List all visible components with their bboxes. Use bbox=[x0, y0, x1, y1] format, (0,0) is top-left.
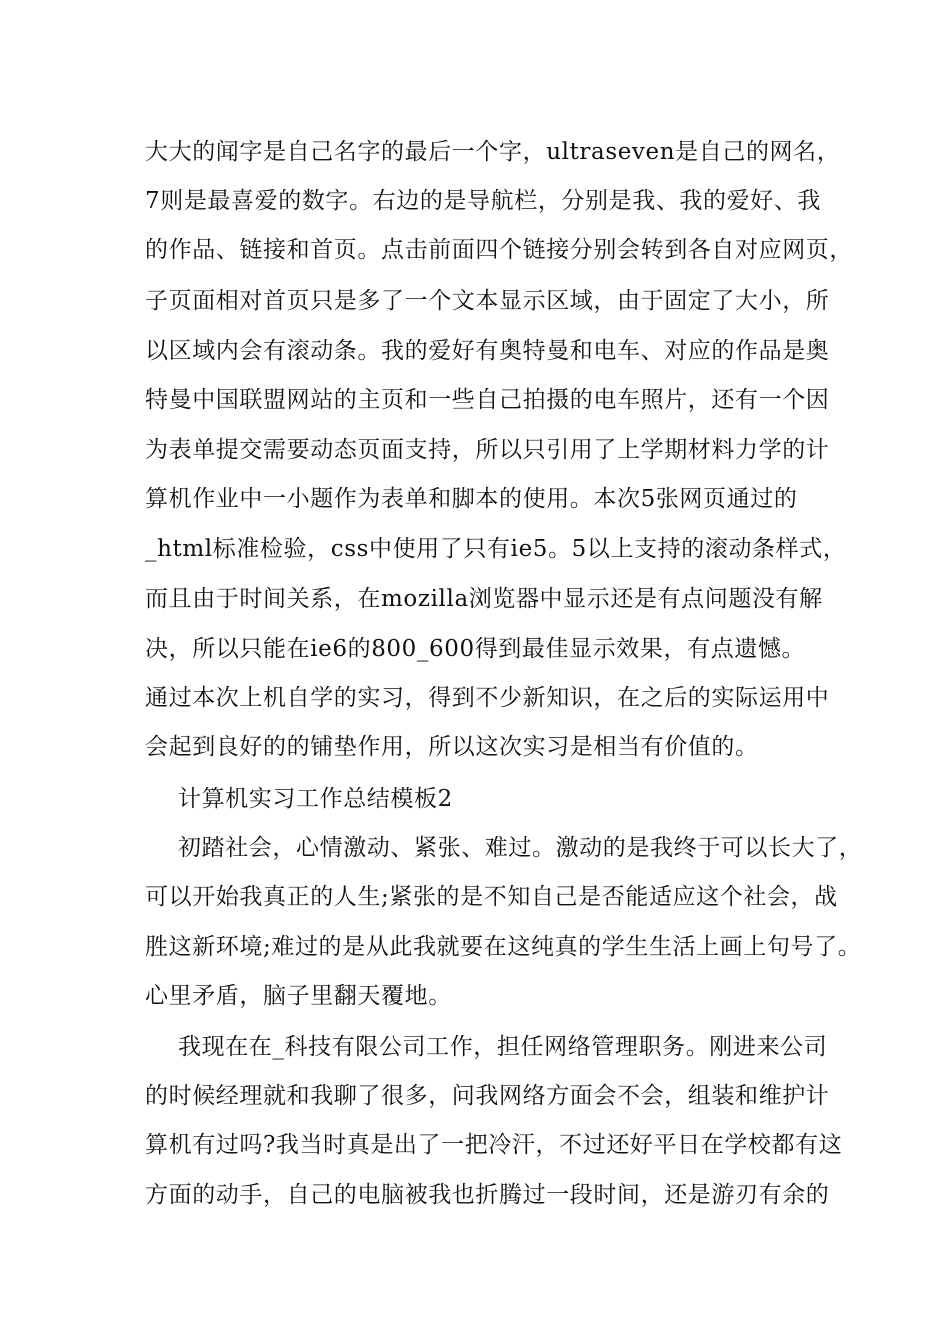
body-text-line: 通过本次上机自学的实习，得到不少新知识，在之后的实际运用中 bbox=[145, 685, 830, 711]
body-text-line: 7则是最喜爱的数字。右边的是导航栏，分别是我、我的爱好、我 bbox=[145, 188, 822, 214]
body-text-line: 大大的闻字是自己名字的最后一个字，ultraseven是自己的网名， bbox=[145, 139, 841, 165]
body-text-line: 初踏社会，心情激动、紧张、难过。激动的是我终于可以长大了， bbox=[178, 835, 863, 861]
body-text-line: 我现在在_科技有限公司工作，担任网络管理职务。刚进来公司 bbox=[178, 1034, 828, 1060]
body-text-line: 方面的动手，自己的电脑被我也折腾过一段时间，还是游刃有余的 bbox=[145, 1182, 830, 1208]
body-text-line: 算机作业中一小题作为表单和脚本的使用。本次5张网页通过的 bbox=[145, 486, 798, 512]
body-text-line: _html标准检验，css中使用了只有ie5。5以上支持的滚动条样式， bbox=[145, 536, 847, 562]
body-text-line: 子页面相对首页只是多了一个文本显示区域，由于固定了大小，所 bbox=[145, 288, 830, 314]
body-text-line: 特曼中国联盟网站的主页和一些自己拍摄的电车照片，还有一个因 bbox=[145, 387, 830, 413]
body-text-line: 的作品、链接和首页。点击前面四个链接分别会转到各自对应网页， bbox=[145, 237, 853, 263]
body-text-line: 的时候经理就和我聊了很多，问我网络方面会不会，组装和维护计 bbox=[145, 1083, 830, 1109]
body-text-line: 会起到良好的的铺垫作用，所以这次实习是相当有价值的。 bbox=[145, 734, 759, 760]
body-text-line: 决，所以只能在ie6的800_600得到最佳显示效果，有点遗憾。 bbox=[145, 636, 806, 662]
body-text-line: 算机有过吗?我当时真是出了一把冷汗，不过还好平日在学校都有这 bbox=[145, 1132, 843, 1158]
body-text-line: 胜这新环境;难过的是从此我就要在这纯真的学生生活上画上句号了。 bbox=[145, 934, 862, 960]
body-text-line: 为表单提交需要动态页面支持，所以只引用了上学期材料力学的计 bbox=[145, 437, 830, 463]
body-text-line: 而且由于时间关系，在mozilla浏览器中显示还是有点问题没有解 bbox=[145, 586, 823, 612]
body-text-line: 可以开始我真正的人生;紧张的是不知自己是否能适应这个社会，战 bbox=[145, 884, 838, 910]
body-text-line: 心里矛盾，脑子里翻天覆地。 bbox=[145, 983, 452, 1009]
section-heading: 计算机实习工作总结模板2 bbox=[178, 786, 453, 812]
body-text-line: 以区域内会有滚动条。我的爱好有奥特曼和电车、对应的作品是奥 bbox=[145, 338, 830, 364]
